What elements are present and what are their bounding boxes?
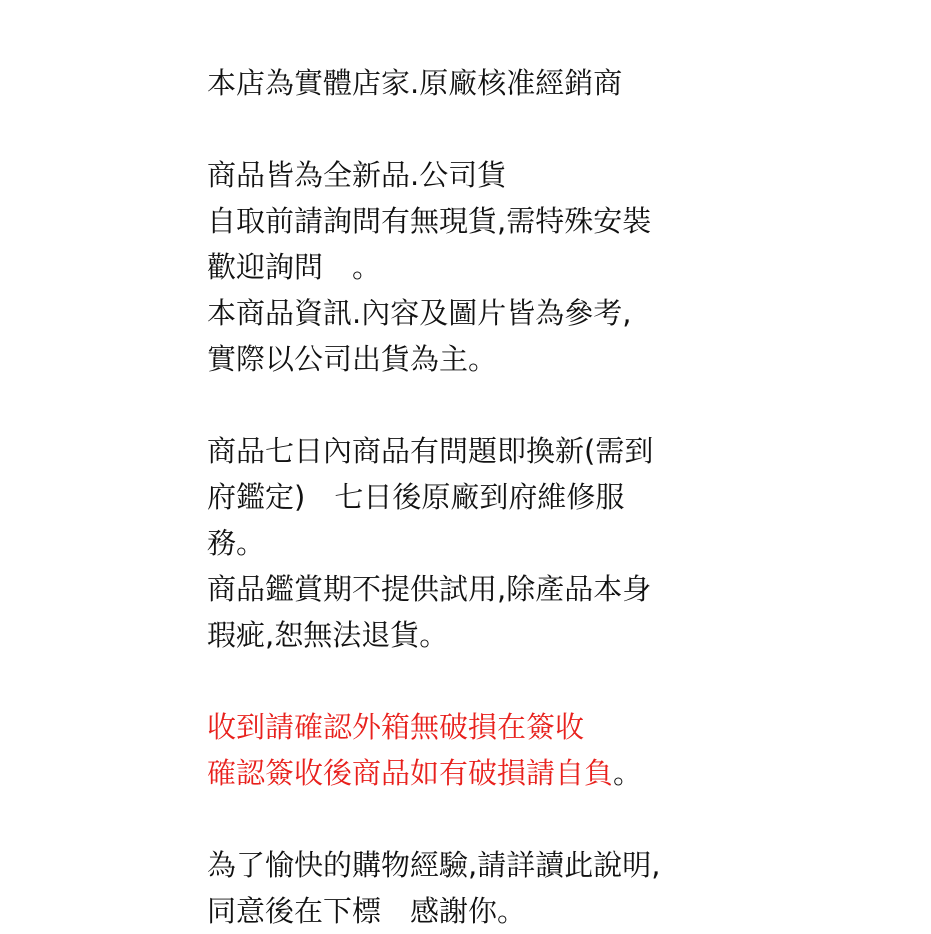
- paragraph-gap: [207, 382, 907, 428]
- paragraph-gap: [207, 106, 907, 152]
- paragraph-gap: [207, 796, 907, 842]
- product-line-4: 本商品資訊.內容及圖片皆為參考,: [207, 296, 632, 330]
- store-statement: 本店為實體店家.原廠核准經銷商: [207, 66, 623, 100]
- closing-line-1: 為了愉快的購物經驗,請詳讀此說明,: [207, 848, 661, 882]
- warning-line-2: [207, 750, 907, 796]
- exchange-line-1: 商品七日內商品有問題即換新(需到: [207, 434, 654, 468]
- exchange-line-4: 商品鑑賞期不提供試用,除產品本身: [207, 572, 652, 606]
- product-line-2: 自取前請詢問有無現貨,需特殊安裝: [207, 204, 652, 238]
- warning-line-1: 收到請確認外箱無破損在簽收: [207, 710, 585, 744]
- exchange-line-3: 務。: [207, 526, 266, 560]
- warning-line-2-text: 確認簽收後商品如有破損請自負: [207, 756, 614, 790]
- store-notice: [207, 60, 907, 934]
- warning-line-2-period: 。: [613, 756, 643, 790]
- product-line-5: 實際以公司出貨為主。: [207, 342, 498, 376]
- product-line-3: 歡迎詢問 。: [207, 250, 382, 284]
- closing-line-2: 同意後在下標 感謝你。: [207, 894, 527, 928]
- paragraph-gap: [207, 658, 907, 704]
- product-line-1: 商品皆為全新品.公司貨: [207, 158, 507, 192]
- exchange-line-5: 瑕疵,恕無法退貨。: [207, 618, 449, 652]
- exchange-line-2: 府鑑定) 七日後原廠到府維修服: [207, 480, 625, 514]
